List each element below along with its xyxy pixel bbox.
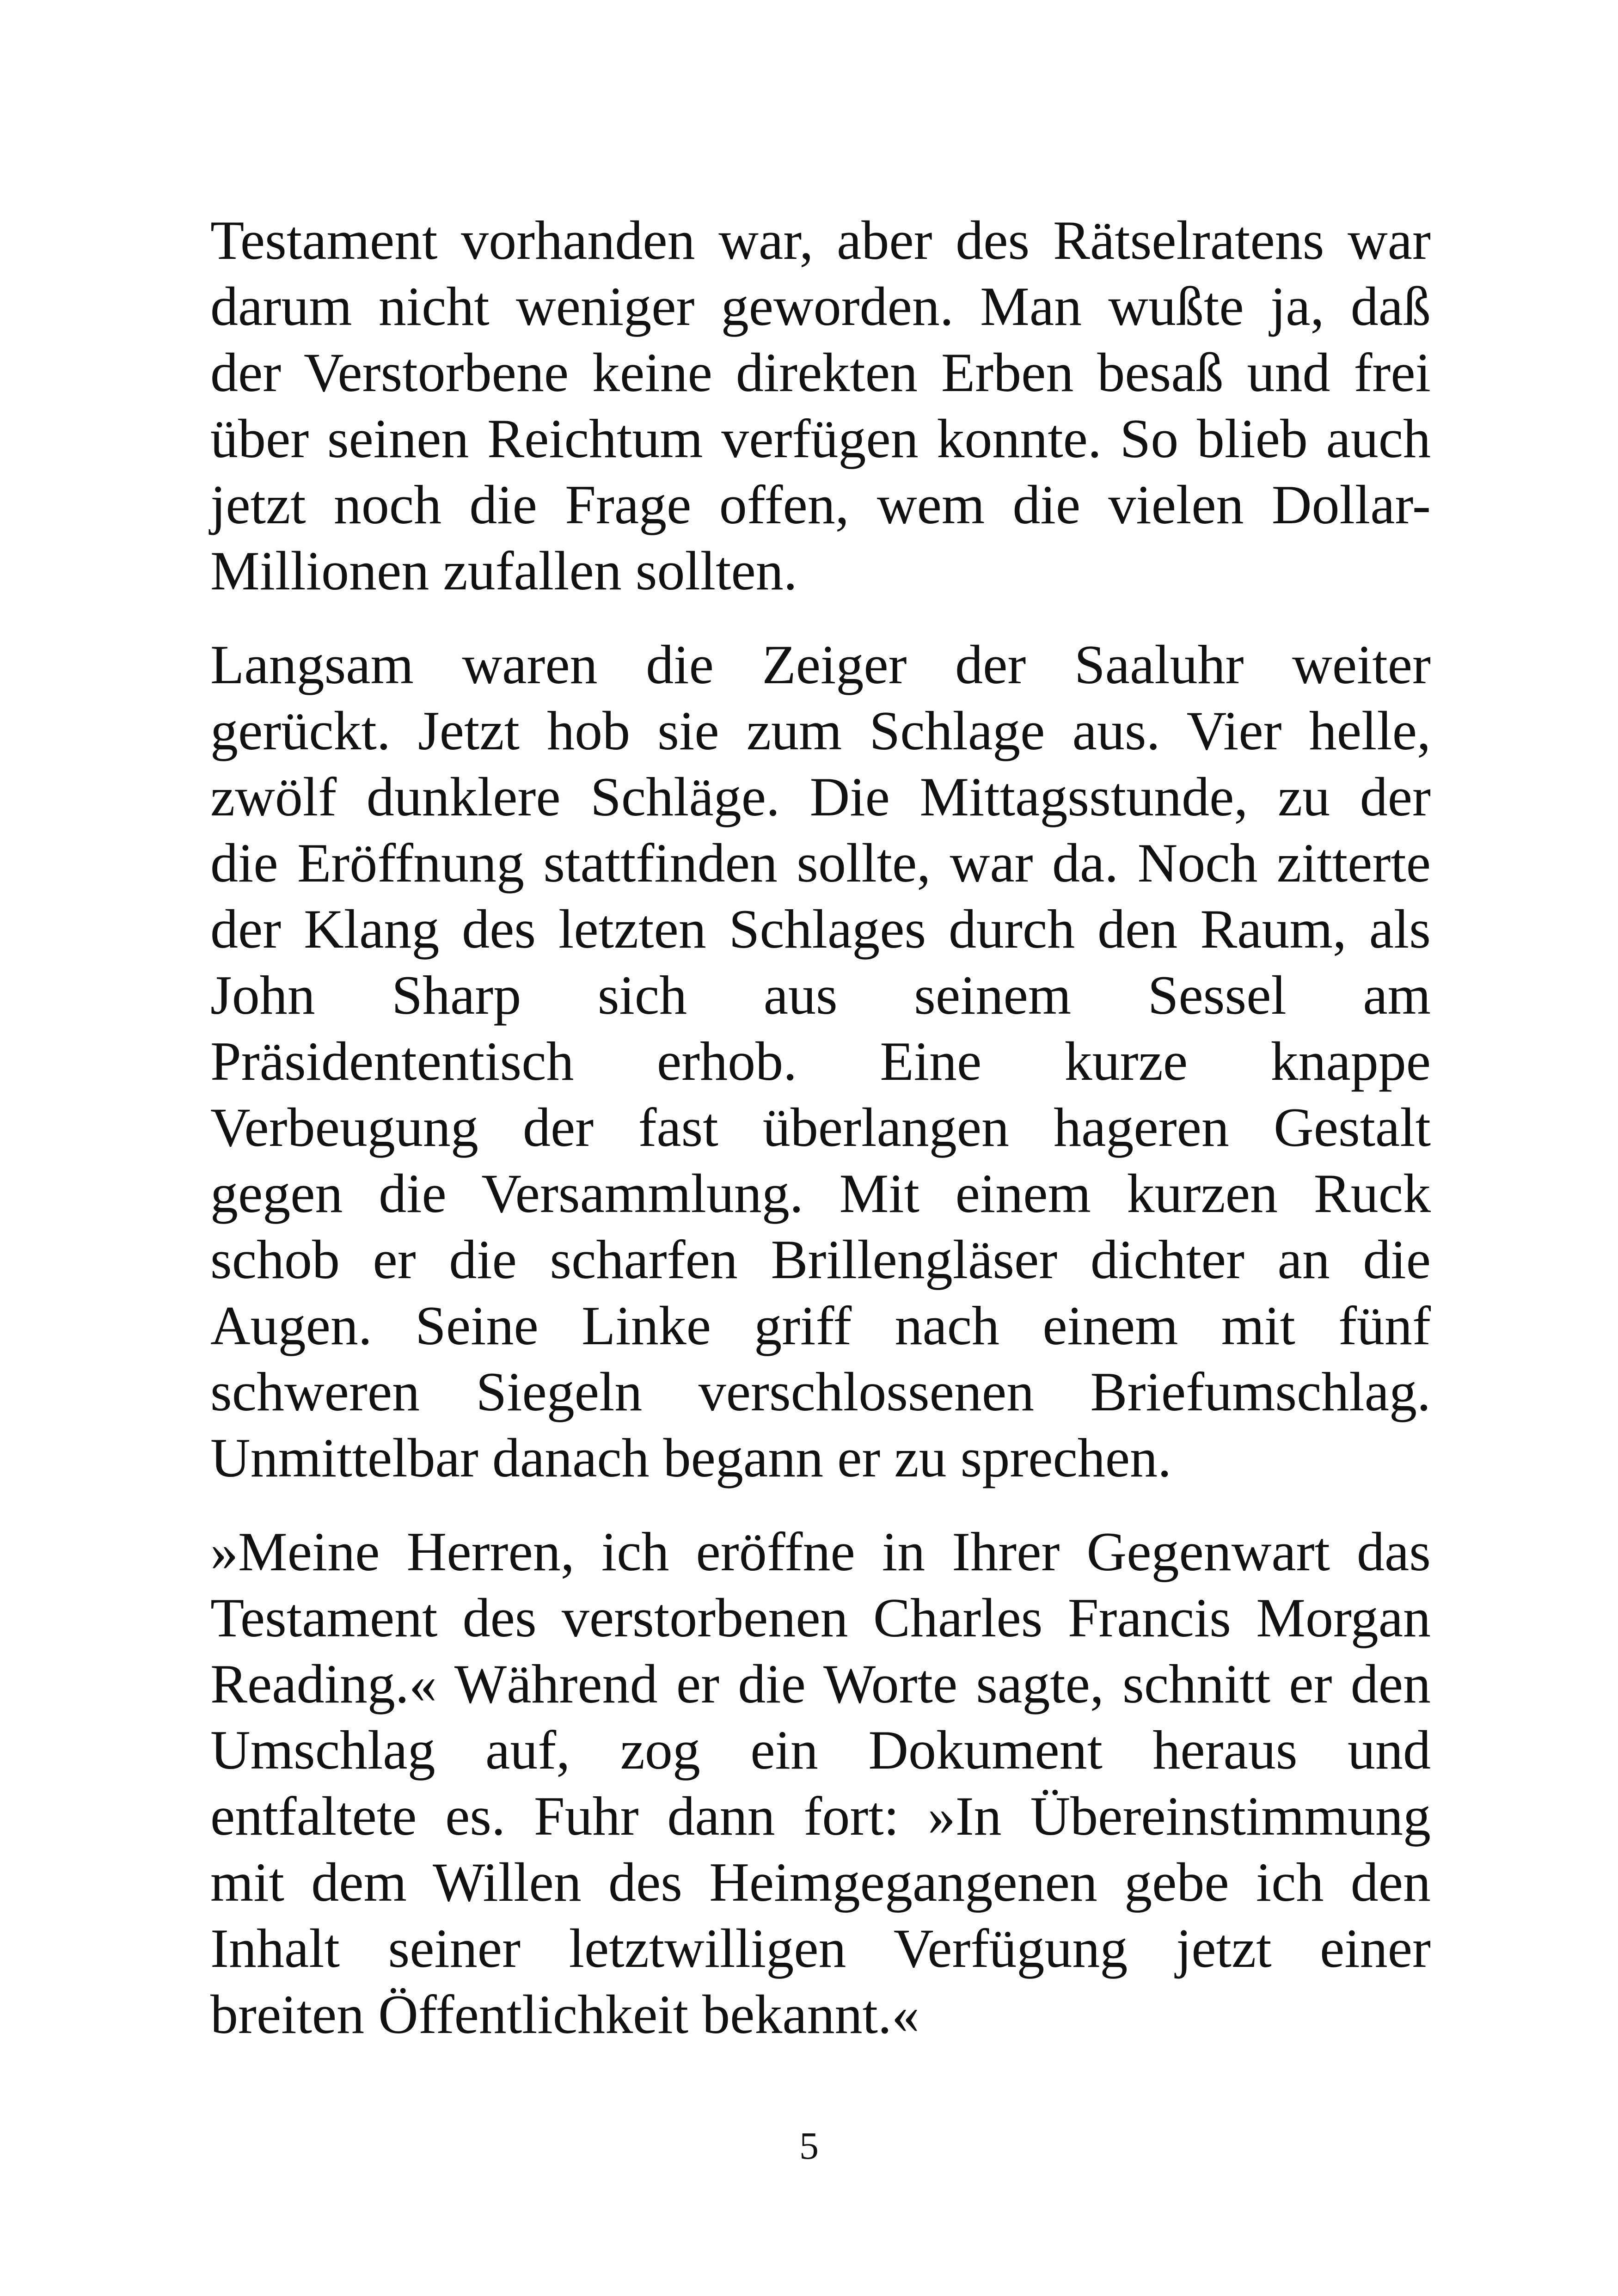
text-line: Testament vorhanden war, aber des Rätselratens war: [210, 209, 1431, 271]
paragraph-3: [210, 1518, 1431, 2047]
text-line: Unmittelbar danach begann er zu sprechen.: [210, 1427, 1172, 1488]
text-line: entfaltete es. Fuhr dann fort: »In Übereinstimmung: [210, 1785, 1431, 1847]
text-line: Augen. Seine Linke griff nach einem mit fünf: [210, 1295, 1431, 1356]
paragraph-2: [210, 631, 1431, 1491]
text-line: Testament des verstorbenen Charles Francis Morgan: [210, 1587, 1431, 1648]
text-line: darum nicht weniger geworden. Man wußte ja, daß: [210, 276, 1431, 337]
paragraph-1: [210, 207, 1431, 604]
text-line: Umschlag auf, zog ein Dokument heraus und: [210, 1719, 1431, 1781]
text-line: John Sharp sich aus seinem Sessel am: [210, 964, 1431, 1026]
text-line: Inhalt seiner letztwilligen Verfügung jetzt einer: [210, 1917, 1431, 1979]
text-line: zwölf dunklere Schläge. Die Mittagsstunde, zu der: [210, 766, 1431, 827]
text-line: schweren Siegeln verschlossenen Briefumschlag.: [210, 1361, 1431, 1422]
text-line: Präsidententisch erhob. Eine kurze knappe: [210, 1030, 1431, 1092]
text-line: schob er die scharfen Brillengläser dichter an die: [210, 1229, 1431, 1290]
text-line: der Klang des letzten Schlages durch den Raum, als: [210, 898, 1431, 960]
text-line: Reading.« Während er die Worte sagte, schnitt er den: [210, 1653, 1431, 1714]
text-line: mit dem Willen des Heimgegangenen gebe ich den: [210, 1851, 1431, 1913]
text-line: »Meine Herren, ich eröffne in Ihrer Gegenwart das: [210, 1521, 1431, 1582]
page-number: 5: [799, 2125, 819, 2167]
text-line: jetzt noch die Frage offen, wem die vielen Dollar-: [210, 474, 1431, 535]
text-line: die Eröffnung stattfinden sollte, war da. Noch zitterte: [210, 832, 1431, 894]
text-line: gerückt. Jetzt hob sie zum Schlage aus. Vier helle,: [210, 700, 1431, 761]
text-line: breiten Öffentlichkeit bekannt.«: [210, 1984, 919, 2045]
body-text: [210, 207, 1431, 2047]
text-line: über seinen Reichtum verfügen konnte. So blieb auch: [210, 408, 1431, 469]
text-line: gegen die Versammlung. Mit einem kurzen Ruck: [210, 1163, 1431, 1224]
text-line: der Verstorbene keine direkten Erben besaß und frei: [210, 342, 1431, 403]
text-line: Verbeugung der fast überlangen hageren Gestalt: [210, 1096, 1431, 1158]
text-line: Langsam waren die Zeiger der Saaluhr weiter: [210, 634, 1431, 695]
text-line: Millionen zufallen sollten.: [210, 540, 797, 601]
